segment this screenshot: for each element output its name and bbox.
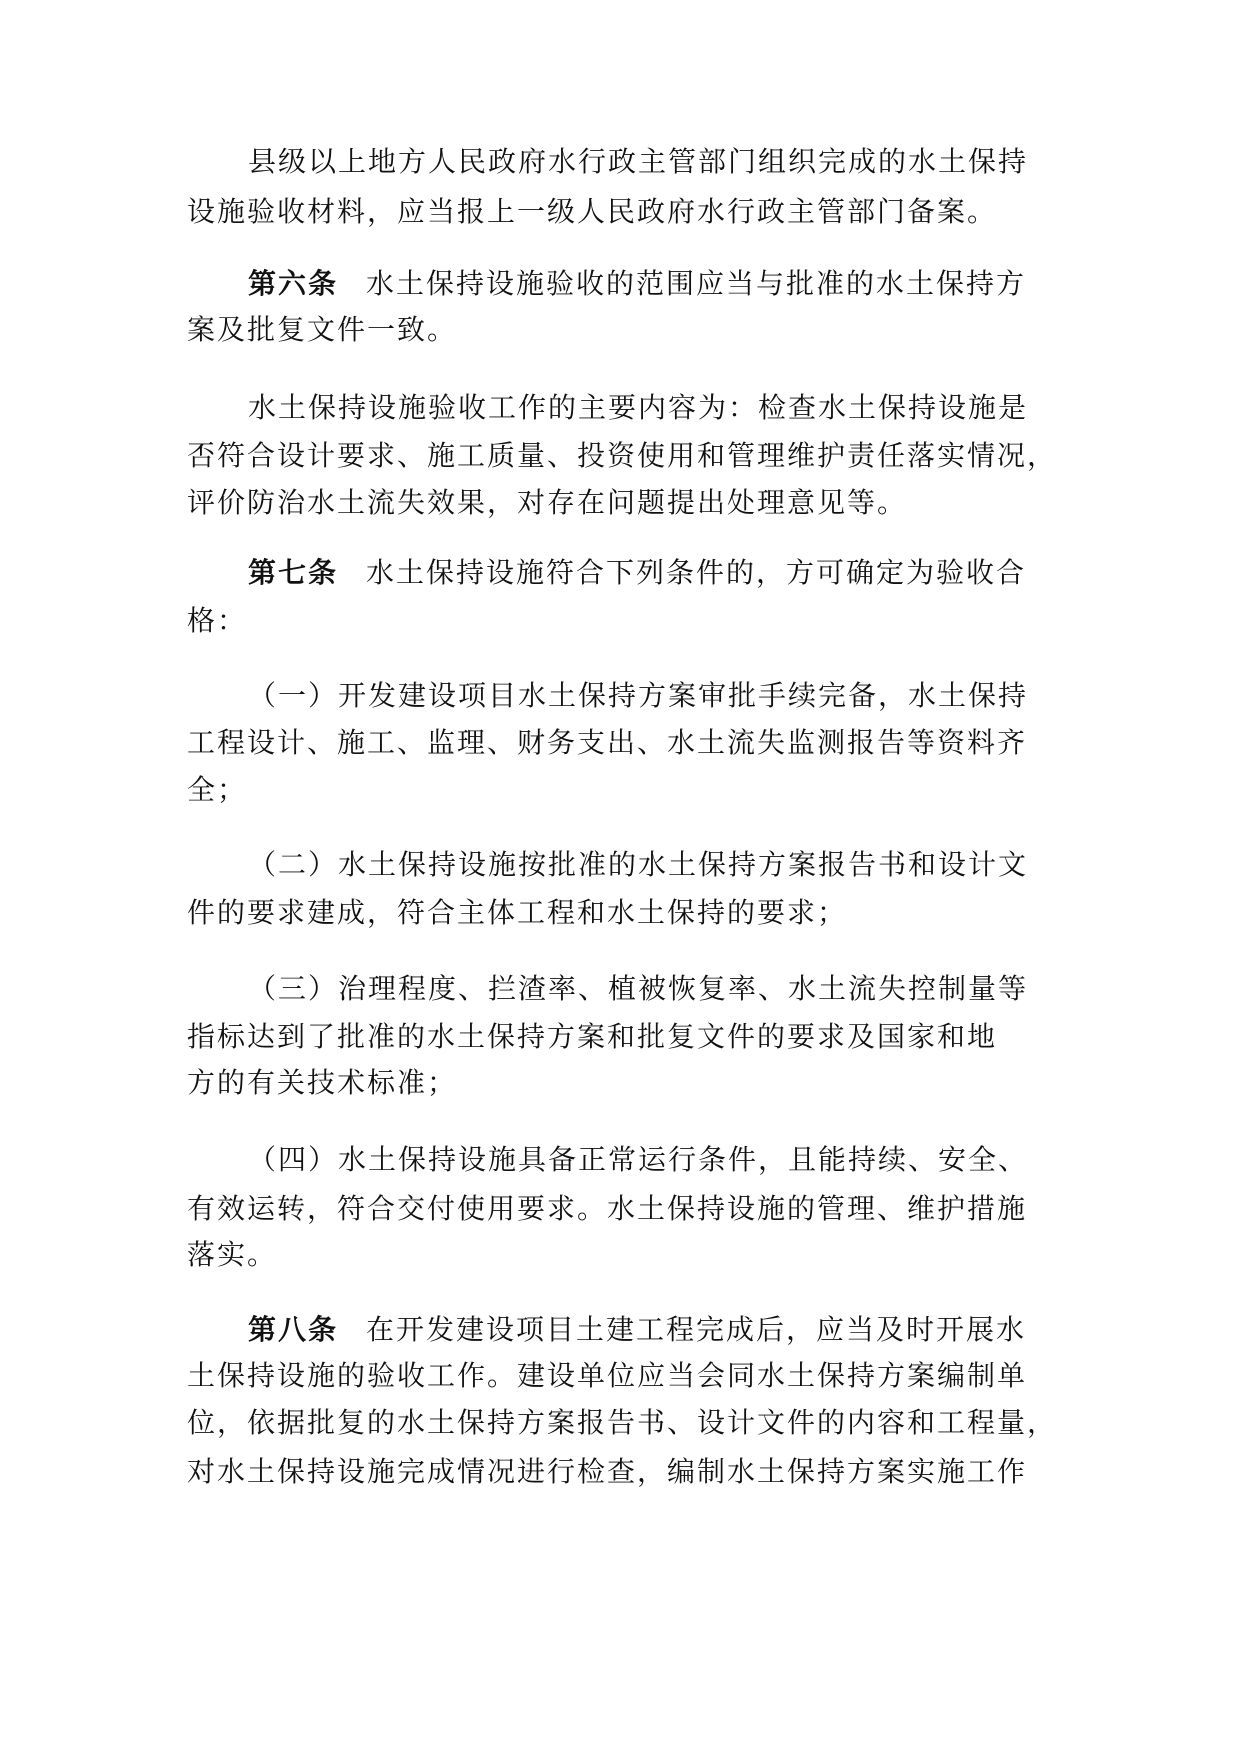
paragraph-line: （四）水土保持设施具备正常运行条件，且能持续、安全、 (248, 1143, 1029, 1176)
paragraph-line: （二）水土保持设施按批准的水土保持方案报告书和设计文 (248, 848, 1029, 881)
article-heading: 第七条 (248, 556, 339, 589)
paragraph-line: 指标达到了批准的水土保持方案和批复文件的要求及国家和地 (187, 1020, 998, 1053)
paragraph-line: 对水土保持设施完成情况进行检查，编制水土保持方案实施工作 (187, 1455, 1028, 1488)
paragraph-line: 土保持设施的验收工作。建设单位应当会同水土保持方案编制单 (187, 1359, 1028, 1392)
article-heading: 第八条 (248, 1313, 339, 1346)
paragraph-line: 县级以上地方人民政府水行政主管部门组织完成的水土保持 (248, 145, 1029, 178)
paragraph-line: 水土保持设施验收工作的主要内容为：检查水土保持设施是 (248, 391, 1029, 424)
paragraph-line: 工程设计、施工、监理、财务支出、水土流失监测报告等资料齐 (187, 726, 1028, 759)
paragraph-line: 有效运转，符合交付使用要求。水土保持设施的管理、维护措施 (187, 1192, 1028, 1225)
paragraph-line: 否符合设计要求、施工质量、投资使用和管理维护责任落实情况， (187, 439, 1058, 472)
paragraph-line: 评价防治水土流失效果，对存在问题提出处理意见等。 (187, 486, 908, 519)
paragraph-line: 第七条 水土保持设施符合下列条件的，方可确定为验收合 (248, 556, 1027, 589)
paragraph-line: 格： (187, 604, 248, 637)
paragraph-line: 案及批复文件一致。 (187, 313, 458, 346)
paragraph-line: 第六条 水土保持设施验收的范围应当与批准的水土保持方 (248, 267, 1027, 300)
article-heading: 第六条 (248, 267, 339, 300)
paragraph-line: 件的要求建成，符合主体工程和水土保持的要求； (187, 896, 848, 929)
paragraph-line: 设施验收材料，应当报上一级人民政府水行政主管部门备案。 (187, 195, 998, 228)
paragraph-line: 方的有关技术标准； (187, 1066, 458, 1099)
paragraph-line: （一）开发建设项目水土保持方案审批手续完备，水土保持 (248, 679, 1029, 712)
paragraph-line: （三）治理程度、拦渣率、植被恢复率、水土流失控制量等 (248, 972, 1029, 1005)
paragraph-line: 全； (187, 773, 248, 806)
paragraph-line: 落实。 (187, 1238, 278, 1271)
paragraph-line: 位，依据批复的水土保持方案报告书、设计文件的内容和工程量， (187, 1406, 1058, 1439)
paragraph-line: 第八条 在开发建设项目土建工程完成后，应当及时开展水 (248, 1313, 1027, 1346)
